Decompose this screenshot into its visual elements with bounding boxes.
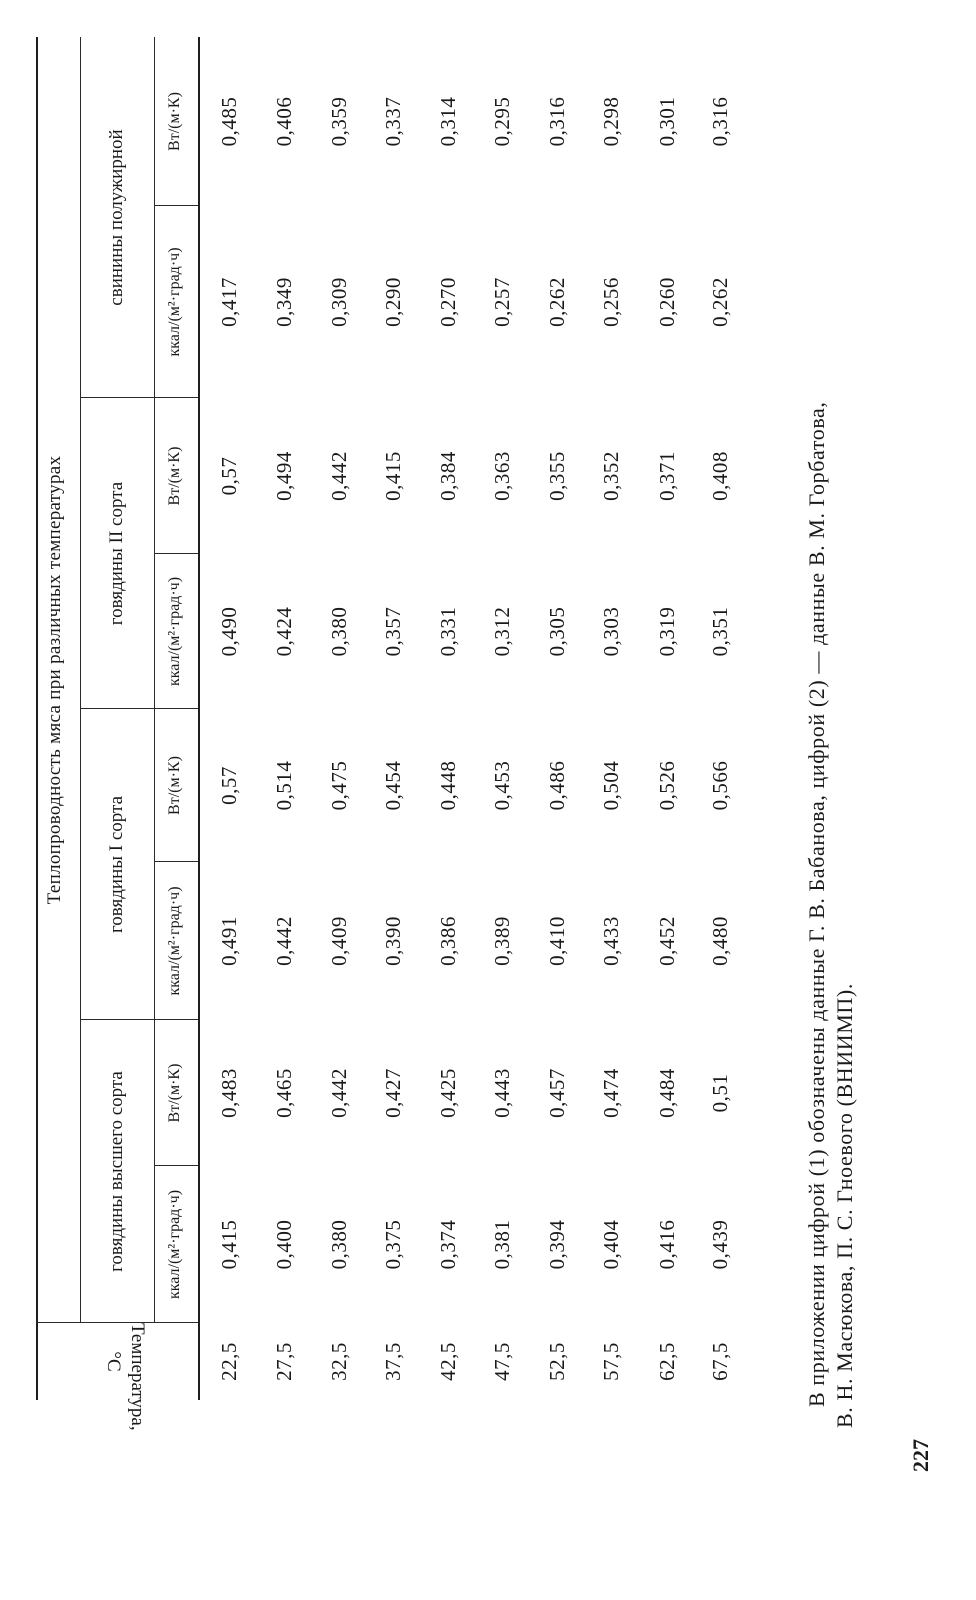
value-cell: 0,290 <box>381 277 405 327</box>
value-cell: 0,349 <box>272 277 296 327</box>
temperature-cell: 62,5 <box>655 1342 679 1381</box>
value-cell: 0,484 <box>655 1068 679 1118</box>
temperature-header-line1: Температура, <box>127 1323 148 1431</box>
value-cell: 0,566 <box>708 760 732 811</box>
value-cell: 0,316 <box>545 96 569 147</box>
value-cell: 0,351 <box>708 606 732 657</box>
unit-header-watt: Вт/(м·К) <box>166 756 183 815</box>
value-cell: 0,380 <box>327 606 351 657</box>
value-cell: 0,457 <box>545 1068 569 1118</box>
value-cell: 0,389 <box>490 916 514 966</box>
value-cell: 0,417 <box>217 277 241 327</box>
value-cell: 0,425 <box>436 1068 460 1118</box>
value-cell: 0,486 <box>545 760 569 811</box>
temperature-header-line2: °C <box>103 1351 124 1372</box>
value-cell: 0,57 <box>217 456 241 496</box>
unit-header-kcal: ккал/(м²·град·ч) <box>166 1189 183 1300</box>
temperature-header <box>48 1323 188 1431</box>
group-header: говядины высшего сорта <box>106 1071 127 1272</box>
value-cell: 0,433 <box>599 916 623 966</box>
value-cell: 0,400 <box>272 1219 296 1270</box>
value-cell: 0,371 <box>655 451 679 501</box>
table-main-header: Теплопроводность мяса при различных температурах <box>44 455 65 905</box>
value-cell: 0,262 <box>708 277 732 327</box>
value-cell: 0,331 <box>436 606 460 657</box>
value-cell: 0,363 <box>490 451 514 501</box>
value-cell: 0,424 <box>272 606 296 657</box>
value-cell: 0,359 <box>327 96 351 147</box>
value-cell: 0,454 <box>381 760 405 811</box>
value-cell: 0,301 <box>655 96 679 147</box>
value-cell: 0,298 <box>599 96 623 147</box>
value-cell: 0,465 <box>272 1068 296 1118</box>
value-cell: 0,394 <box>545 1219 569 1270</box>
value-cell: 0,443 <box>490 1068 514 1118</box>
value-cell: 0,514 <box>272 760 296 811</box>
value-cell: 0,408 <box>708 451 732 501</box>
main-header-rule <box>80 37 81 1323</box>
value-cell: 0,480 <box>708 916 732 966</box>
value-cell: 0,380 <box>327 1219 351 1270</box>
value-cell: 0,375 <box>381 1219 405 1270</box>
value-cell: 0,453 <box>490 760 514 811</box>
value-cell: 0,439 <box>708 1219 732 1270</box>
value-cell: 0,51 <box>708 1073 732 1113</box>
unit-header-watt: Вт/(м·К) <box>166 92 183 151</box>
footnote-line1: В приложении цифрой (1) обозначены данные Г. В. Бабанова, цифрой (2) — данные В. М. Горбатова, <box>804 401 829 1407</box>
value-cell: 0,485 <box>217 96 241 147</box>
value-cell: 0,352 <box>599 451 623 501</box>
value-cell: 0,474 <box>599 1068 623 1118</box>
value-cell: 0,475 <box>327 760 351 811</box>
unit-header-watt: Вт/(м·К) <box>166 1063 183 1123</box>
header-bottom-rule <box>198 37 200 1400</box>
value-cell: 0,256 <box>599 277 623 327</box>
value-cell: 0,319 <box>655 606 679 657</box>
value-cell: 0,483 <box>217 1068 241 1118</box>
value-cell: 0,381 <box>490 1219 514 1270</box>
group-header: говядины I сорта <box>106 795 127 934</box>
value-cell: 0,386 <box>436 916 460 966</box>
temperature-cell: 67,5 <box>708 1342 732 1381</box>
value-cell: 0,442 <box>272 916 296 966</box>
value-cell: 0,262 <box>545 277 569 327</box>
groups-header-rule <box>154 37 155 1323</box>
value-cell: 0,491 <box>217 916 241 966</box>
temperature-cell: 37,5 <box>381 1342 405 1381</box>
value-cell: 0,337 <box>381 96 405 147</box>
temperature-cell: 42,5 <box>436 1342 460 1381</box>
value-cell: 0,452 <box>655 916 679 966</box>
unit-header-kcal: ккал/(м²·град·ч) <box>166 576 183 687</box>
value-cell: 0,305 <box>545 606 569 657</box>
value-cell: 0,357 <box>381 606 405 657</box>
value-cell: 0,504 <box>599 760 623 811</box>
value-cell: 0,416 <box>655 1219 679 1270</box>
footnote-line2: В. Н. Масюкова, П. С. Гноевого (ВНИИМП). <box>832 983 857 1428</box>
value-cell: 0,442 <box>327 451 351 501</box>
unit-header-watt: Вт/(м·К) <box>166 446 183 506</box>
group-header: говядины II сорта <box>106 481 127 626</box>
unit-header-kcal: ккал/(м²·град·ч) <box>166 247 183 357</box>
value-cell: 0,442 <box>327 1068 351 1118</box>
value-cell: 0,303 <box>599 606 623 657</box>
temperature-cell: 32,5 <box>327 1342 351 1381</box>
value-cell: 0,390 <box>381 916 405 966</box>
value-cell: 0,57 <box>217 766 241 805</box>
value-cell: 0,314 <box>436 96 460 147</box>
value-cell: 0,406 <box>272 96 296 147</box>
value-cell: 0,404 <box>599 1219 623 1270</box>
value-cell: 0,309 <box>327 277 351 327</box>
value-cell: 0,415 <box>217 1219 241 1270</box>
value-cell: 0,490 <box>217 606 241 657</box>
value-cell: 0,374 <box>436 1219 460 1270</box>
value-cell: 0,312 <box>490 606 514 657</box>
value-cell: 0,355 <box>545 451 569 501</box>
value-cell: 0,260 <box>655 277 679 327</box>
table-top-rule <box>36 37 38 1400</box>
value-cell: 0,295 <box>490 96 514 147</box>
page-number: 227 <box>908 1439 933 1472</box>
group-header: свинины полужирной <box>106 129 127 306</box>
value-cell: 0,415 <box>381 451 405 501</box>
value-cell: 0,427 <box>381 1068 405 1118</box>
unit-header-kcal: ккал/(м²·град·ч) <box>166 886 183 996</box>
temperature-cell: 22,5 <box>217 1342 241 1381</box>
value-cell: 0,384 <box>436 451 460 501</box>
value-cell: 0,410 <box>545 916 569 966</box>
value-cell: 0,270 <box>436 277 460 327</box>
temperature-cell: 52,5 <box>545 1342 569 1381</box>
value-cell: 0,494 <box>272 451 296 501</box>
value-cell: 0,526 <box>655 760 679 811</box>
value-cell: 0,316 <box>708 96 732 147</box>
value-cell: 0,257 <box>490 277 514 327</box>
temperature-cell: 57,5 <box>599 1342 623 1381</box>
value-cell: 0,448 <box>436 760 460 811</box>
temperature-cell: 47,5 <box>490 1342 514 1381</box>
value-cell: 0,409 <box>327 916 351 966</box>
temperature-cell: 27,5 <box>272 1342 296 1381</box>
